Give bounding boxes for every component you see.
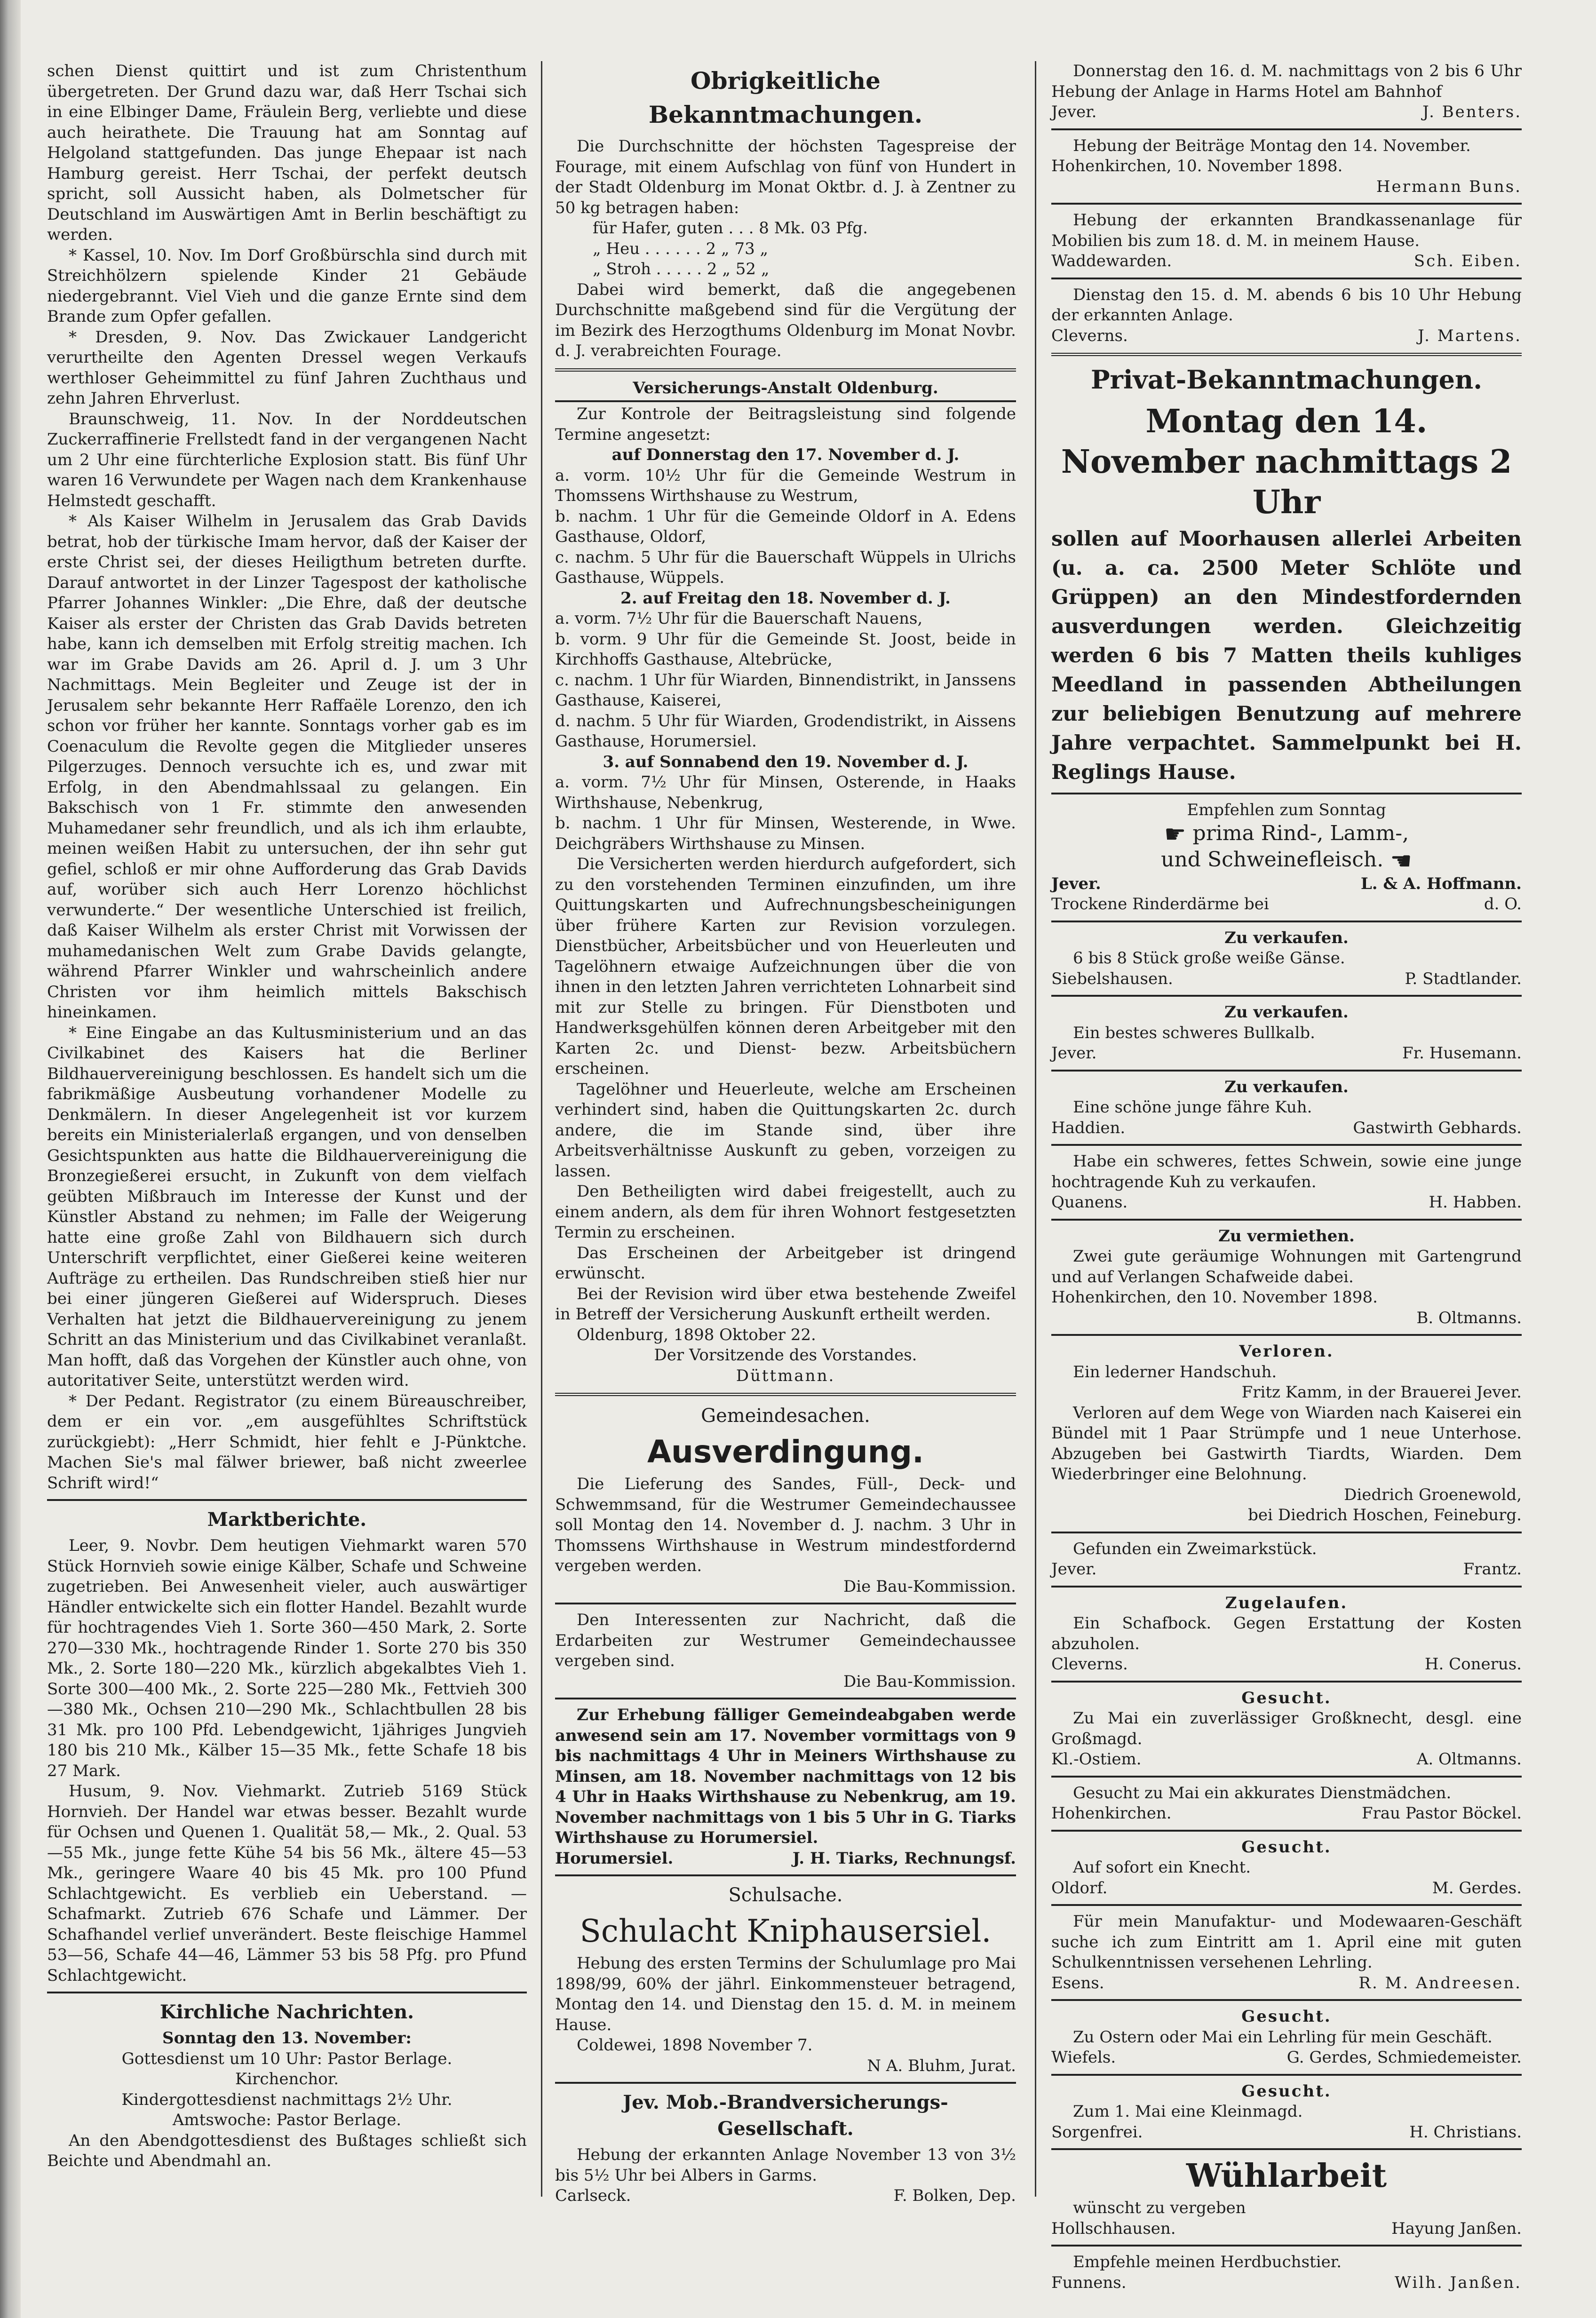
signature-row xyxy=(1051,1749,1522,1770)
place: Hollschhausen. xyxy=(1051,2219,1176,2238)
ad-text: Verloren auf dem Wege von Wiarden nach Kaiserei ein Bündel mit 1 Paar Strümpfe und 1 neue Unterhose. Abzugeben bei Gastwirth Tiardts, Wiarden. Dem Wiederbringer eine Belohnung. xyxy=(1051,1403,1522,1484)
section-heading-obrigkeitliche: Obrigkeitliche Bekanntmachungen. xyxy=(648,67,923,128)
price-line: „ Heu . . . . . . 2 „ 73 „ xyxy=(593,239,769,258)
ad-text: Ein bestes schweres Bullkalb. xyxy=(1073,1023,1315,1042)
notice-date: Coldewei, 1898 November 7. xyxy=(577,2036,813,2055)
divider xyxy=(1051,128,1522,130)
notice-text: Donnerstag den 16. d. M. nachmittags von 2 bis 6 Uhr Hebung der Anlage in Harms Hotel am Bahnhof xyxy=(1051,62,1522,101)
place: Jever. xyxy=(1051,1044,1097,1063)
signature-row xyxy=(1051,102,1522,123)
signature-row xyxy=(1051,2048,1522,2068)
notice-text: Die Lieferung des Sandes, Füll-, Deck- und Schwemmsand, für die Westrumer Gemeindechaussee soll Montag den 14. November d. J. nachm. 3 Uhr in Thomssens Wirthshause in Westrum mindestfordernd vergeben werden. xyxy=(555,1475,1016,1575)
signer: M. Gerdes. xyxy=(1432,1878,1522,1897)
divider xyxy=(47,1992,527,1993)
place: Cleverns. xyxy=(1051,1655,1128,1674)
ad-text: Gesucht zu Mai ein akkurates Dienstmädchen. xyxy=(1073,1783,1452,1802)
signature-row xyxy=(1051,1043,1522,1064)
article-dresden: * Dresden, 9. Nov. Das Zwickauer Landgericht verurtheilte den Agenten Dressel wegen Verkaufs werthloser Geheimmittel zu fünf Jahren Zuchthaus und zehn Jahren Ehrverlust. xyxy=(47,327,527,408)
column-middle xyxy=(555,61,1016,2206)
place: Hohenkirchen. xyxy=(1051,1804,1172,1823)
notice-signer-title: Der Vorsitzende des Vorstandes. xyxy=(654,1346,917,1365)
divider xyxy=(1051,1776,1522,1778)
divider xyxy=(555,1698,1016,1699)
ad-text: Habe ein schweres, fettes Schwein, sowie eine junge hochtragende Kuh zu verkaufen. xyxy=(1051,1152,1522,1191)
divider xyxy=(1051,1681,1522,1683)
termin-line: c. nachm. 5 Uhr für die Bauerschaft Wüppels in Ulrichs Gasthause, Wüppels. xyxy=(555,548,1016,587)
ad-text: Zum 1. Mai eine Kleinmagd. xyxy=(1073,2102,1303,2121)
column-right xyxy=(1051,61,1522,2292)
notice-signer: Hermann Buns. xyxy=(1376,177,1522,196)
place: Jever. xyxy=(1051,874,1101,893)
ad-text: Ein lederner Handschuh. xyxy=(1073,1362,1277,1381)
signature-row xyxy=(1051,1878,1522,1899)
place: Horumersiel. xyxy=(555,1849,674,1868)
ad-heading: Zu verkaufen. xyxy=(1224,928,1349,947)
section-heading-gemeindesachen: Gemeindesachen. xyxy=(701,1405,870,1427)
ad-text: Zu Ostern oder Mai ein Lehrling für mein Geschäft. xyxy=(1073,2027,1493,2047)
place: Cleverns. xyxy=(1051,326,1128,345)
signature-row xyxy=(1051,1973,1522,1994)
ad-heading: Gesucht. xyxy=(1241,2081,1332,2101)
ad-signer: Diedrich Groenewold, xyxy=(1344,1485,1522,1504)
place: Quanens. xyxy=(1051,1193,1128,1212)
signer: A. Oltmanns. xyxy=(1416,1750,1522,1769)
signature-row xyxy=(1051,1118,1522,1139)
divider xyxy=(1051,995,1522,997)
church-date: Sonntag den 13. November: xyxy=(162,2029,412,2048)
article-tschai: schen Dienst quittirt und ist zum Christenthum übergetreten. Der Grund dazu war, daß Herr Tschai sich in eine Elbinger Dame, Fräulein Berg, verliebte und diese auch heirathete. Die Trauung hat am Sonntag auf Helgoland stattgefunden. Das junge Ehepaar ist nach Hamburg gereist. Herr Tschai, der perfekt deutsch spricht, soll Aussicht haben, als Dolmetscher für Deutschland im Auswärtigen Amt in Berlin beschäftigt zu werden. xyxy=(47,62,527,244)
termin-line: b. vorm. 9 Uhr für die Gemeinde St. Joost, beide in Kirchhoffs Gasthause, Altebrücke, xyxy=(555,629,1016,669)
divider xyxy=(1051,2245,1522,2247)
ad-line xyxy=(1051,894,1522,915)
church-line: Kindergottesdienst nachmittags 2½ Uhr. xyxy=(121,2090,453,2109)
signer: Frau Pastor Böckel. xyxy=(1362,1804,1522,1823)
termin-date: auf Donnerstag den 17. November d. J. xyxy=(611,445,960,464)
termin-line: b. nachm. 1 Uhr für die Gemeinde Oldorf in A. Edens Gasthause, Oldorf, xyxy=(555,507,1016,546)
divider xyxy=(1051,1999,1522,2001)
termin-line: c. nachm. 1 Uhr für Wiarden, Binnendistrikt, in Janssens Gasthause, Kaiserei, xyxy=(555,670,1016,710)
notice-text: Tagelöhner und Heuerleute, welche am Erscheinen verhindert sind, haben die Quittungskarten 2c. durch andere, die im Stande sind, über ihre Arbeitsverhältnisse Auskunft zu geben, vorzeigen zu lassen. xyxy=(555,1080,1016,1181)
notice-signer: Die Bau-Kommission. xyxy=(843,1672,1016,1691)
ad-headline: und Schweinefleisch. xyxy=(1161,848,1384,872)
signature-row xyxy=(1051,251,1522,272)
notice-text: Das Erscheinen der Arbeitgeber ist dringend erwünscht. xyxy=(555,1243,1016,1283)
signer: Fr. Husemann. xyxy=(1402,1044,1522,1063)
divider xyxy=(555,2082,1016,2084)
column-rule xyxy=(1035,61,1036,2197)
signature-row xyxy=(1051,969,1522,990)
notice-text: Die Versicherten werden hierdurch aufgefordert, sich zu den vorstehenden Terminen einzufinden, um ihre Quittungskarten und Aufrechnungsbescheinigungen über frühere Karten zur Revision vorzulegen. Dienstbücher, Arbeitsbücher und von Heuerleuten und Tagelöhnern etwaige Aufzeichnungen über die von ihnen in den letzten Jahren verrichteten Lohnarbeit sind mit zur Stelle zu bringen. Für Dienstboten und Handwerksgehülfen können deren Arbeitgeber mit den Karten 2c. und Dienst- bezw. Arbeitsbüchern erscheinen. xyxy=(555,855,1016,1078)
article-kassel: * Kassel, 10. Nov. Im Dorf Großbürschla sind durch mit Streichhölzern spielende Kinder 21 Gebäude niedergebrannt. Viel Vieh und die ganze Ernte sind dem Brande zum Opfer gefallen. xyxy=(47,246,527,326)
divider xyxy=(555,368,1016,372)
signature-row xyxy=(1051,874,1522,895)
signature-row xyxy=(1051,2273,1522,2294)
notice-text: Dienstag den 15. d. M. abends 6 bis 10 Uhr Hebung der erkannten Anlage. xyxy=(1051,285,1522,325)
notice-fourage-note: Dabei wird bemerkt, daß die angegebenen Durchschnitte maßgebend sind für die Vergütung der im Bezirk des Herzogthums Oldenburg im Monat Novbr. d. J. verabreichten Fourage. xyxy=(555,280,1016,360)
notice-signer: N A. Bluhm, Jurat. xyxy=(867,2056,1016,2075)
divider xyxy=(1051,793,1522,794)
notice-text: Bei der Revision wird über etwa bestehende Zweifel in Betreff der Versicherung Auskunft ertheilt werden. xyxy=(555,1284,1016,1324)
divider xyxy=(1051,1830,1522,1832)
signer: F. Bolken, Dep. xyxy=(893,2186,1016,2205)
signer: H. Conerus. xyxy=(1424,1655,1522,1674)
ad-signer: bei Diedrich Hoschen, Feineburg. xyxy=(1248,1506,1522,1524)
ad-text: Ein Schafbock. Gegen Erstattung der Kosten abzuholen. xyxy=(1051,1614,1522,1653)
divider xyxy=(1051,1219,1522,1221)
ad-date: Hohenkirchen, den 10. November 1898. xyxy=(1051,1288,1378,1307)
termin-date: 3. auf Sonnabend den 19. November d. J. xyxy=(603,752,969,771)
signer: J. Martens. xyxy=(1418,326,1522,345)
divider xyxy=(1051,203,1522,205)
ad-heading: Gesucht. xyxy=(1241,2007,1332,2026)
divider xyxy=(1051,2148,1522,2150)
place: Wiefels. xyxy=(1051,2048,1116,2067)
divider xyxy=(1051,1334,1522,1336)
ad-heading: Gesucht. xyxy=(1241,1688,1332,1707)
place: Oldorf. xyxy=(1051,1878,1108,1897)
notice-text: Hebung der erkannten Anlage November 13 von 3½ bis 5½ Uhr bei Albers in Garms. xyxy=(555,2145,1016,2185)
place: Waddewarden. xyxy=(1051,252,1172,270)
notice-date: Oldenburg, 1898 Oktober 22. xyxy=(577,1325,816,1344)
notice-moorhausen: sollen auf Moorhausen allerlei Arbeiten (u. a. ca. 2500 Meter Schlöte und Grüppen) an den Mindestfordernden ausverdungen werden. Gleichzeitig werden 6 bis 7 Matten theils kuhliges Meedland in passenden Abtheilungen zur beliebigen Benutzung auf mehrere Jahre verpachtet. Sammelpunkt bei H. Reglings Hause. xyxy=(1051,527,1522,784)
section-heading-schulsache: Schulsache. xyxy=(728,1884,843,1906)
signer: R. M. Andreesen. xyxy=(1358,1973,1522,1993)
ad-heading: Gesucht. xyxy=(1241,1837,1332,1857)
divider xyxy=(555,400,1016,402)
notice-text: Den Interessenten zur Nachricht, daß die Erdarbeiten zur Westrumer Gemeindechaussee vergeben sind. xyxy=(555,1611,1016,1670)
divider xyxy=(1051,1904,1522,1906)
notice-text: Hebung des ersten Termins der Schulumlage pro Mai 1898/99, 60% der jährl. Einkommensteuer betragend, Montag den 14. und Dienstag den 15. d. M. in meinem Hause. xyxy=(555,1954,1016,2034)
signer: H. Christians. xyxy=(1409,2122,1522,2142)
divider xyxy=(1051,1070,1522,1072)
signer: L. & A. Hoffmann. xyxy=(1360,874,1522,893)
ad-heading: Zu verkaufen. xyxy=(1224,1003,1349,1022)
place: Funnens. xyxy=(1051,2273,1127,2292)
divider xyxy=(1051,2074,1522,2076)
divider xyxy=(1051,921,1522,922)
place: Haddien. xyxy=(1051,1118,1126,1137)
signer: P. Stadtlander. xyxy=(1405,969,1522,988)
price-line: für Hafer, guten . . . 8 Mk. 03 Pfg. xyxy=(593,219,868,238)
place: Kl.-Ostiem. xyxy=(1051,1750,1142,1769)
ad-heading: Zu verkaufen. xyxy=(1224,1077,1349,1096)
ad-signer: Fritz Kamm, in der Brauerei Jever. xyxy=(1241,1383,1522,1402)
signer: Hayung Janßen. xyxy=(1391,2219,1522,2238)
church-line: Kirchenchor. xyxy=(235,2070,339,2088)
termin-line: b. nachm. 1 Uhr für Minsen, Westerende, in Wwe. Deichgräbers Wirthshause zu Minsen. xyxy=(555,814,1016,853)
divider xyxy=(1051,278,1522,279)
divider xyxy=(47,1499,527,1501)
divider xyxy=(1051,353,1522,356)
place: Jever. xyxy=(1051,103,1097,121)
notice-text: Zur Kontrole der Beitragsleistung sind folgende Termine angesetzt: xyxy=(555,405,1016,444)
termin-date: 2. auf Freitag den 18. November d. J. xyxy=(620,588,951,608)
signer: Wilh. Janßen. xyxy=(1395,2273,1522,2292)
heading-schulacht: Schulacht Kniphausersiel. xyxy=(580,1913,992,1949)
ad-text: Gefunden ein Zweimarkstück. xyxy=(1073,1539,1317,1558)
market-report-husum: Husum, 9. Nov. Viehmarkt. Zutrieb 5169 Stück Hornvieh. Der Handel war etwas besser. Bezahlt wurde für Ochsen und Quenen 1. Qualität 58,— Mk., 2. Qual. 53—55 Mk., junge fette Kühe 54 bis 56 Mk., ältere 45—53 Mk., geringere Waare 40 bis 45 Mk. pro 100 Pfund Schlachtgewicht. Es verblieb ein Ueberstand. — Schafmarkt. Zutrieb 676 Schafe und Lämmer. Der Schafhandel verlief unverändert. Beste fleischige Hammel 53—56, Schafe 44—46, Lämmer 53 bis 58 Pfg. pro Pfund Schlachtgewicht. xyxy=(47,1782,527,1985)
ad-text: Für mein Manufaktur- und Modewaaren-Geschäft suche ich zum Eintritt am 1. April eine mit guten Schulkenntnissen versehenen Lehrling. xyxy=(1051,1912,1522,1972)
notice-text: Den Betheiligten wird dabei freigestellt, auch zu einem andern, als dem für ihren Wohnort festgesetzten Termin zu erscheinen. xyxy=(555,1182,1016,1242)
notice-signer: Die Bau-Kommission. xyxy=(843,1577,1016,1596)
ad-signer: B. Oltmanns. xyxy=(1416,1308,1522,1327)
termin-line: a. vorm. 10½ Uhr für die Gemeinde Westrum in Thomssens Wirthshause zu Westrum, xyxy=(555,466,1016,505)
place: Esens. xyxy=(1051,1973,1104,1993)
ad-text: Empfehle meinen Herdbuchstier. xyxy=(1073,2253,1342,2271)
ad-headline: prima Rind-, Lamm-, xyxy=(1192,821,1409,845)
ad-text: 6 bis 8 Stück große weiße Gänse. xyxy=(1073,949,1345,968)
place: Carlseck. xyxy=(555,2186,631,2205)
section-heading-marktberichte: Marktberichte. xyxy=(207,1508,367,1531)
column-rule xyxy=(541,61,542,2197)
signer: Gastwirth Gebhards. xyxy=(1353,1118,1522,1137)
ad-text: Zwei gute geräumige Wohnungen mit Gartengrund und auf Verlangen Schafweide dabei. xyxy=(1051,1247,1522,1286)
ad-text: Eine schöne junge fähre Kuh. xyxy=(1073,1098,1312,1117)
termin-line: d. nachm. 5 Uhr für Wiarden, Grodendistrikt, in Aissens Gasthause, Horumersiel. xyxy=(555,711,1016,751)
divider xyxy=(1051,1532,1522,1533)
ad-text: Zu Mai ein zuverlässiger Großknecht, desgl. eine Großmagd. xyxy=(1051,1709,1522,1748)
heading-montag: Montag den 14. November nachmittags 2 Uhr xyxy=(1061,403,1512,521)
divider xyxy=(555,1874,1016,1876)
heading-brandversicherung: Jev. Mob.-Brandversicherungs-Gesellschaft. xyxy=(623,2091,948,2140)
divider xyxy=(1051,1144,1522,1146)
ad-text: Empfehlen zum Sonntag xyxy=(1187,801,1386,819)
ad-text: Auf sofort ein Knecht. xyxy=(1073,1858,1251,1877)
church-line: Amtswoche: Pastor Berlage. xyxy=(172,2111,402,2129)
pointing-hand-icon: ☚ xyxy=(1390,847,1412,875)
ad-text: d. O. xyxy=(1484,895,1522,913)
signer: H. Habben. xyxy=(1429,1193,1522,1212)
signature-row xyxy=(1051,2219,1522,2239)
place: Sorgenfrei. xyxy=(1051,2122,1143,2142)
ad-text: Trockene Rinderdärme bei xyxy=(1051,895,1269,913)
section-heading-kirchliche: Kirchliche Nachrichten. xyxy=(159,2001,414,2023)
article-pedant: * Der Pedant. Registrator (zu einem Büreauschreiber, dem er ein vor. „em ausgefühltes Schriftstück zurückgiebt): „Herr Schmidt, hier fehlt e J-Pünktche. Machen Sie's mal fälwer briewer, baß nicht zweerlee Schrift wird!“ xyxy=(47,1391,527,1492)
ad-text: wünscht zu vergeben xyxy=(1073,2199,1246,2217)
article-bildhauer: * Eine Eingabe an das Kultusministerium und an das Civilkabinet des Kaisers hat die Berliner Bildhauervereinigung beschlossen. Es handelt sich um die fabrikmäßige Ausbeutung vorhandener Modelle zu Denkmälern. In dieser Angelegenheit ist vor kurzem bereits ein Ministerialerlaß ergangen, und von denselben Gesichtspunkten aus hatte die Bildhauervereinigung die Bronzegießerei ersucht, in Zukunft von dem vielfach geübten Mißbrauch im Interesse der Kunst und der Künstler Abstand zu nehmen; im Falle der Weigerung hatte eine große Zahl von Bildhauern sich durch Unterschrift verpflichtet, einer Gießerei keine weiteren Aufträge zu ertheilen. Das Rundschreiben stieß hier nur bei einer jüngeren Gießerei auf Widerspruch. Dieses Verhalten hat jetzt die Bildhauervereinigung zu jenem Schritt an das Ministerium und das Civilkabinet veranlaßt. Man hofft, daß das Vorgehen der Künstler auch ohne, von autoritativer Seite, unterstützt werden wird. xyxy=(47,1023,527,1390)
place: Jever. xyxy=(1051,1560,1097,1579)
signature-row xyxy=(1051,1192,1522,1213)
ad-heading: Zu vermiethen. xyxy=(1218,1226,1355,1246)
church-note: An den Abendgottesdienst des Bußtages schließt sich Beichte und Abendmahl an. xyxy=(47,2131,527,2170)
signature-row xyxy=(1051,326,1522,347)
notice-text: Hebung der Beiträge Montag den 14. November. xyxy=(1073,136,1471,155)
signature-row xyxy=(1051,1803,1522,1824)
notice-heading-versicherung: Versicherungs-Anstalt Oldenburg. xyxy=(633,378,938,397)
heading-wuhlarbeit: Wühlarbeit xyxy=(1186,2157,1387,2195)
ad-heading: Verloren. xyxy=(1239,1342,1334,1361)
signature-row xyxy=(555,1849,1016,1869)
signature-row xyxy=(555,2186,1016,2207)
binding-spine xyxy=(0,0,21,2318)
termin-line: a. vorm. 7½ Uhr für Minsen, Osterende, in Haaks Wirthshause, Nebenkrug, xyxy=(555,773,1016,812)
signer: Frantz. xyxy=(1463,1560,1522,1579)
signer: Sch. Eiben. xyxy=(1413,252,1522,270)
column-left xyxy=(47,61,527,2206)
signature-row xyxy=(1051,1559,1522,1580)
ad-heading: Zugelaufen. xyxy=(1225,1593,1348,1612)
article-braunschweig: Braunschweig, 11. Nov. In der Norddeutschen Zuckerraffinerie Frellstedt fand in der vergangenen Nacht um 2 Uhr eine fürchterliche Explosion statt. Bis fünf Uhr waren 16 Verwundete per Wagen nach dem Krankenhause Helmstedt geschafft. xyxy=(47,409,527,510)
pointing-hand-icon: ☛ xyxy=(1164,820,1186,849)
signature-row xyxy=(1051,2122,1522,2143)
notice-signer: Düttmann. xyxy=(736,1366,835,1385)
price-line: „ Stroh . . . . . 2 „ 52 „ xyxy=(593,260,770,278)
divider xyxy=(555,1603,1016,1604)
signature-row xyxy=(1051,1654,1522,1675)
signer: J. Benters. xyxy=(1422,103,1522,121)
heading-ausverdingung: Ausverdingung. xyxy=(647,1434,924,1470)
divider xyxy=(555,1393,1016,1396)
place: Siebelshausen. xyxy=(1051,969,1173,988)
section-heading-privat: Privat-Bekanntmachungen. xyxy=(1090,365,1483,395)
notice-fourage: Die Durchschnitte der höchsten Tagespreise der Fourage, mit einem Aufschlag von fünf von Hundert in der Stadt Oldenburg im Monat Oktbr. d. J. à Zentner zu 50 kg betragen haben: xyxy=(555,137,1016,217)
signer: G. Gerdes, Schmiedemeister. xyxy=(1286,2048,1522,2067)
article-grab-davids: * Als Kaiser Wilhelm in Jerusalem das Grab Davids betrat, hob der türkische Imam hervor, daß der Kaiser der erste Christ sei, der dieses Heiligthum betreten durfte. Darauf antwortet in der Linzer Tagespost der katholische Pfarrer Johannes Winkler: „Die Ehre, daß der deutsche Kaiser als erster der Christen das Grab Davids betreten habe, kann ich demselben mit Erfolg streitig machen. Ich war im Grabe Davids am 26. April d. J. um 3 Uhr Nachmittags. Mein Begleiter und Zeuge ist der in Jerusalem sehr bekannte Herr Raffaële Lorenzo, den ich schon vor früher her kannte. Sonntags vorher gab es im Coenaculum die Revolte gegen die Mitglieder unseres Pilgerzuges. Dennoch versuchte ich es, und zwar mit Erfolg, in den Abendmahlssaal zu gelangen. Ein Bakschisch von 1 Fr. stimmte den anwesenden Muhamedaner sehr freundlich, und als ich ihm erlaubte, meinen weißen Habit zu untersuchen, der ihn sehr gut gefiel, schloß er mir ohne Aufforderung das Grab Davids auf, worüber sich auch Herr Lorenzo höchlichst verwunderte.“ Der wesentliche Unterschied ist freilich, daß Kaiser Wilhelm als erster Christ mit Vorwissen der muhamedanischen Welt zum Grabe Davids gelangte, während Pfarrer Winkler und wahrscheinlich andere Christen vor ihm heimlich mittels Bakschisch hineinkamen. xyxy=(47,512,527,1022)
church-line: Gottesdienst um 10 Uhr: Pastor Berlage. xyxy=(121,2049,453,2068)
notice-text: Hebung der erkannten Brandkassenanlage für Mobilien bis zum 18. d. M. in meinem Hause. xyxy=(1051,211,1522,250)
market-report-leer: Leer, 9. Novbr. Dem heutigen Viehmarkt waren 570 Stück Hornvieh sowie einige Kälber, Schafe und Schweine zugetrieben. Bei Anwesenheit vieler, auch auswärtiger Händler entwickelte sich ein flotter Handel. Bezahlt wurde für hochtragendes Vieh 1. Sorte 360—450 Mark, 2. Sorte 270—330 Mk., hochtragende Rinder 1. Sorte 270 bis 350 Mk., 2. Sorte 180—220 Mk., kürzlich abgekalbtes Vieh 1. Sorte 300—400 Mk., 2. Sorte 225—280 Mk., Fettvieh 300—380 Mk., Ochsen 210—290 Mk., Schlachtbullen 28 bis 31 Mk. pro 100 Pfd. Lebendgewicht, 1jähriges Jungvieh 180 bis 210 Mk., Kälber 15—35 Mk., fette Schafe 18 bis 27 Mark. xyxy=(47,1536,527,1780)
signer: J. H. Tiarks, Rechnungsf. xyxy=(792,1849,1016,1868)
notice-text: Zur Erhebung fälliger Gemeindeabgaben werde anwesend sein am 17. November vormittags von 9 bis nachmittags 4 Uhr in Meiners Wirthshause zu Minsen, am 18. November nachmittags von 12 bis 4 Uhr in Haaks Wirthshause zu Nebenkrug, am 19. November nachmittags von 1 bis 5 Uhr in G. Tiarks Wirthshause zu Horumersiel. xyxy=(555,1706,1016,1847)
termin-line: a. vorm. 7½ Uhr für die Bauerschaft Nauens, xyxy=(555,609,923,628)
divider xyxy=(1051,1586,1522,1588)
notice-date: Hohenkirchen, 10. November 1898. xyxy=(1051,157,1343,175)
